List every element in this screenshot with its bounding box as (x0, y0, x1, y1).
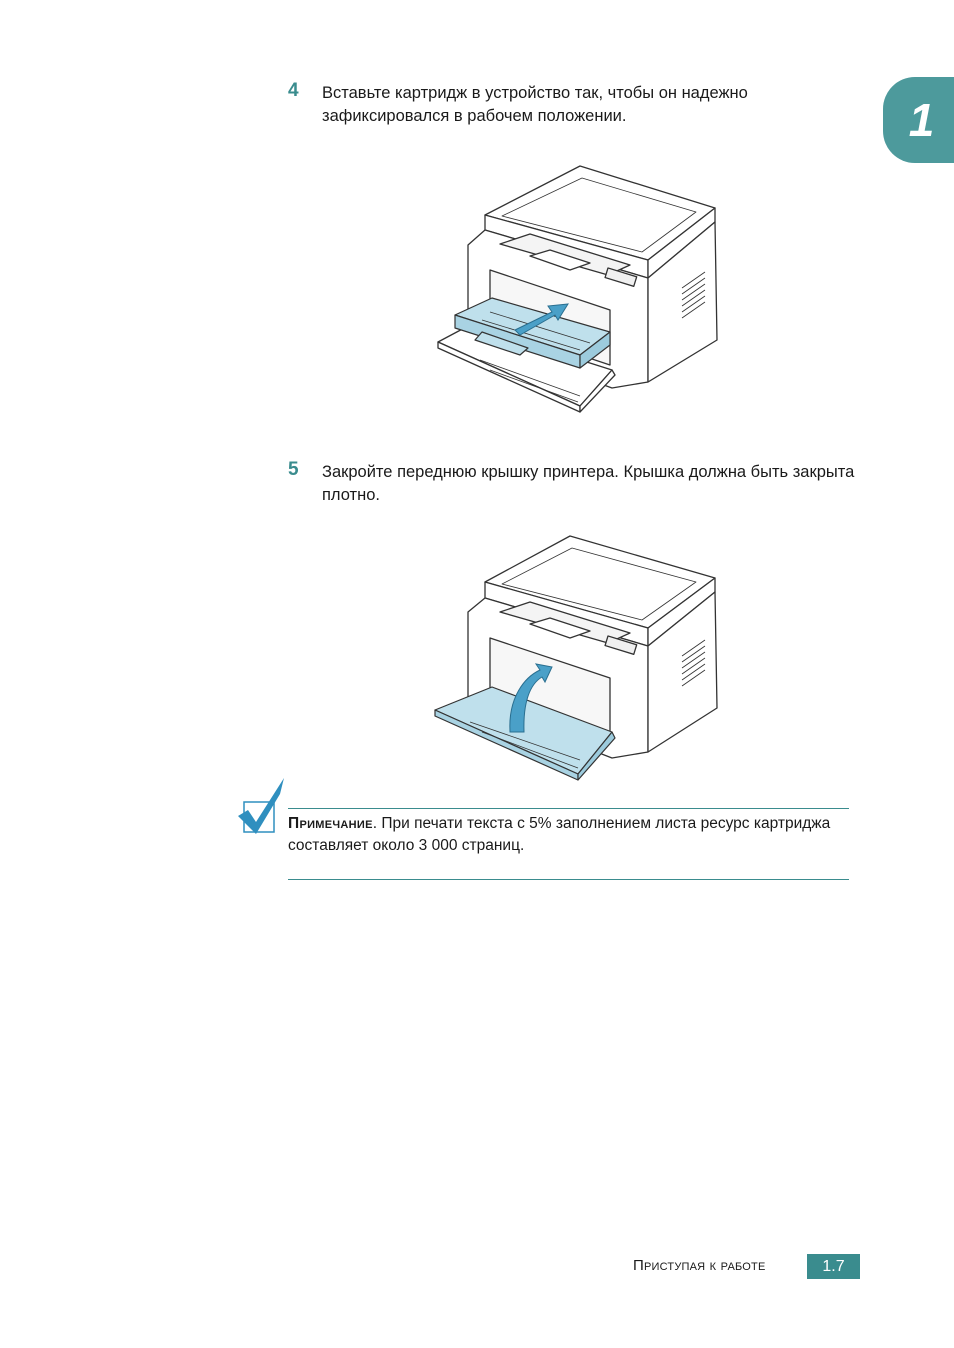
step-5-number: 5 (288, 459, 299, 480)
note-bottom-rule (288, 879, 849, 880)
note-label: Примечание (288, 815, 373, 832)
note (288, 813, 863, 857)
note-top-rule (288, 808, 849, 809)
page-number: 1.7 (807, 1254, 860, 1279)
printer-insert-cartridge-illustration (430, 160, 730, 415)
step-5-text: Закройте переднюю крышку принтера. Крышка должна быть закрыта плотно. (322, 463, 855, 504)
chapter-tab (883, 77, 954, 163)
step-4-number: 4 (288, 80, 299, 101)
chapter-number: 1 (908, 94, 935, 146)
printer-close-cover-illustration (430, 532, 730, 782)
step-4-text: Вставьте картридж в устройство так, чтобы он надежно зафиксировался в рабочем положении. (322, 84, 748, 125)
footer-section-title: Приступая к работе (633, 1257, 766, 1274)
checkmark-icon (236, 776, 288, 838)
note-text: . При печати текста с 5% заполнением листа ресурс картриджа составляет около 3 000 страниц. (288, 815, 831, 854)
